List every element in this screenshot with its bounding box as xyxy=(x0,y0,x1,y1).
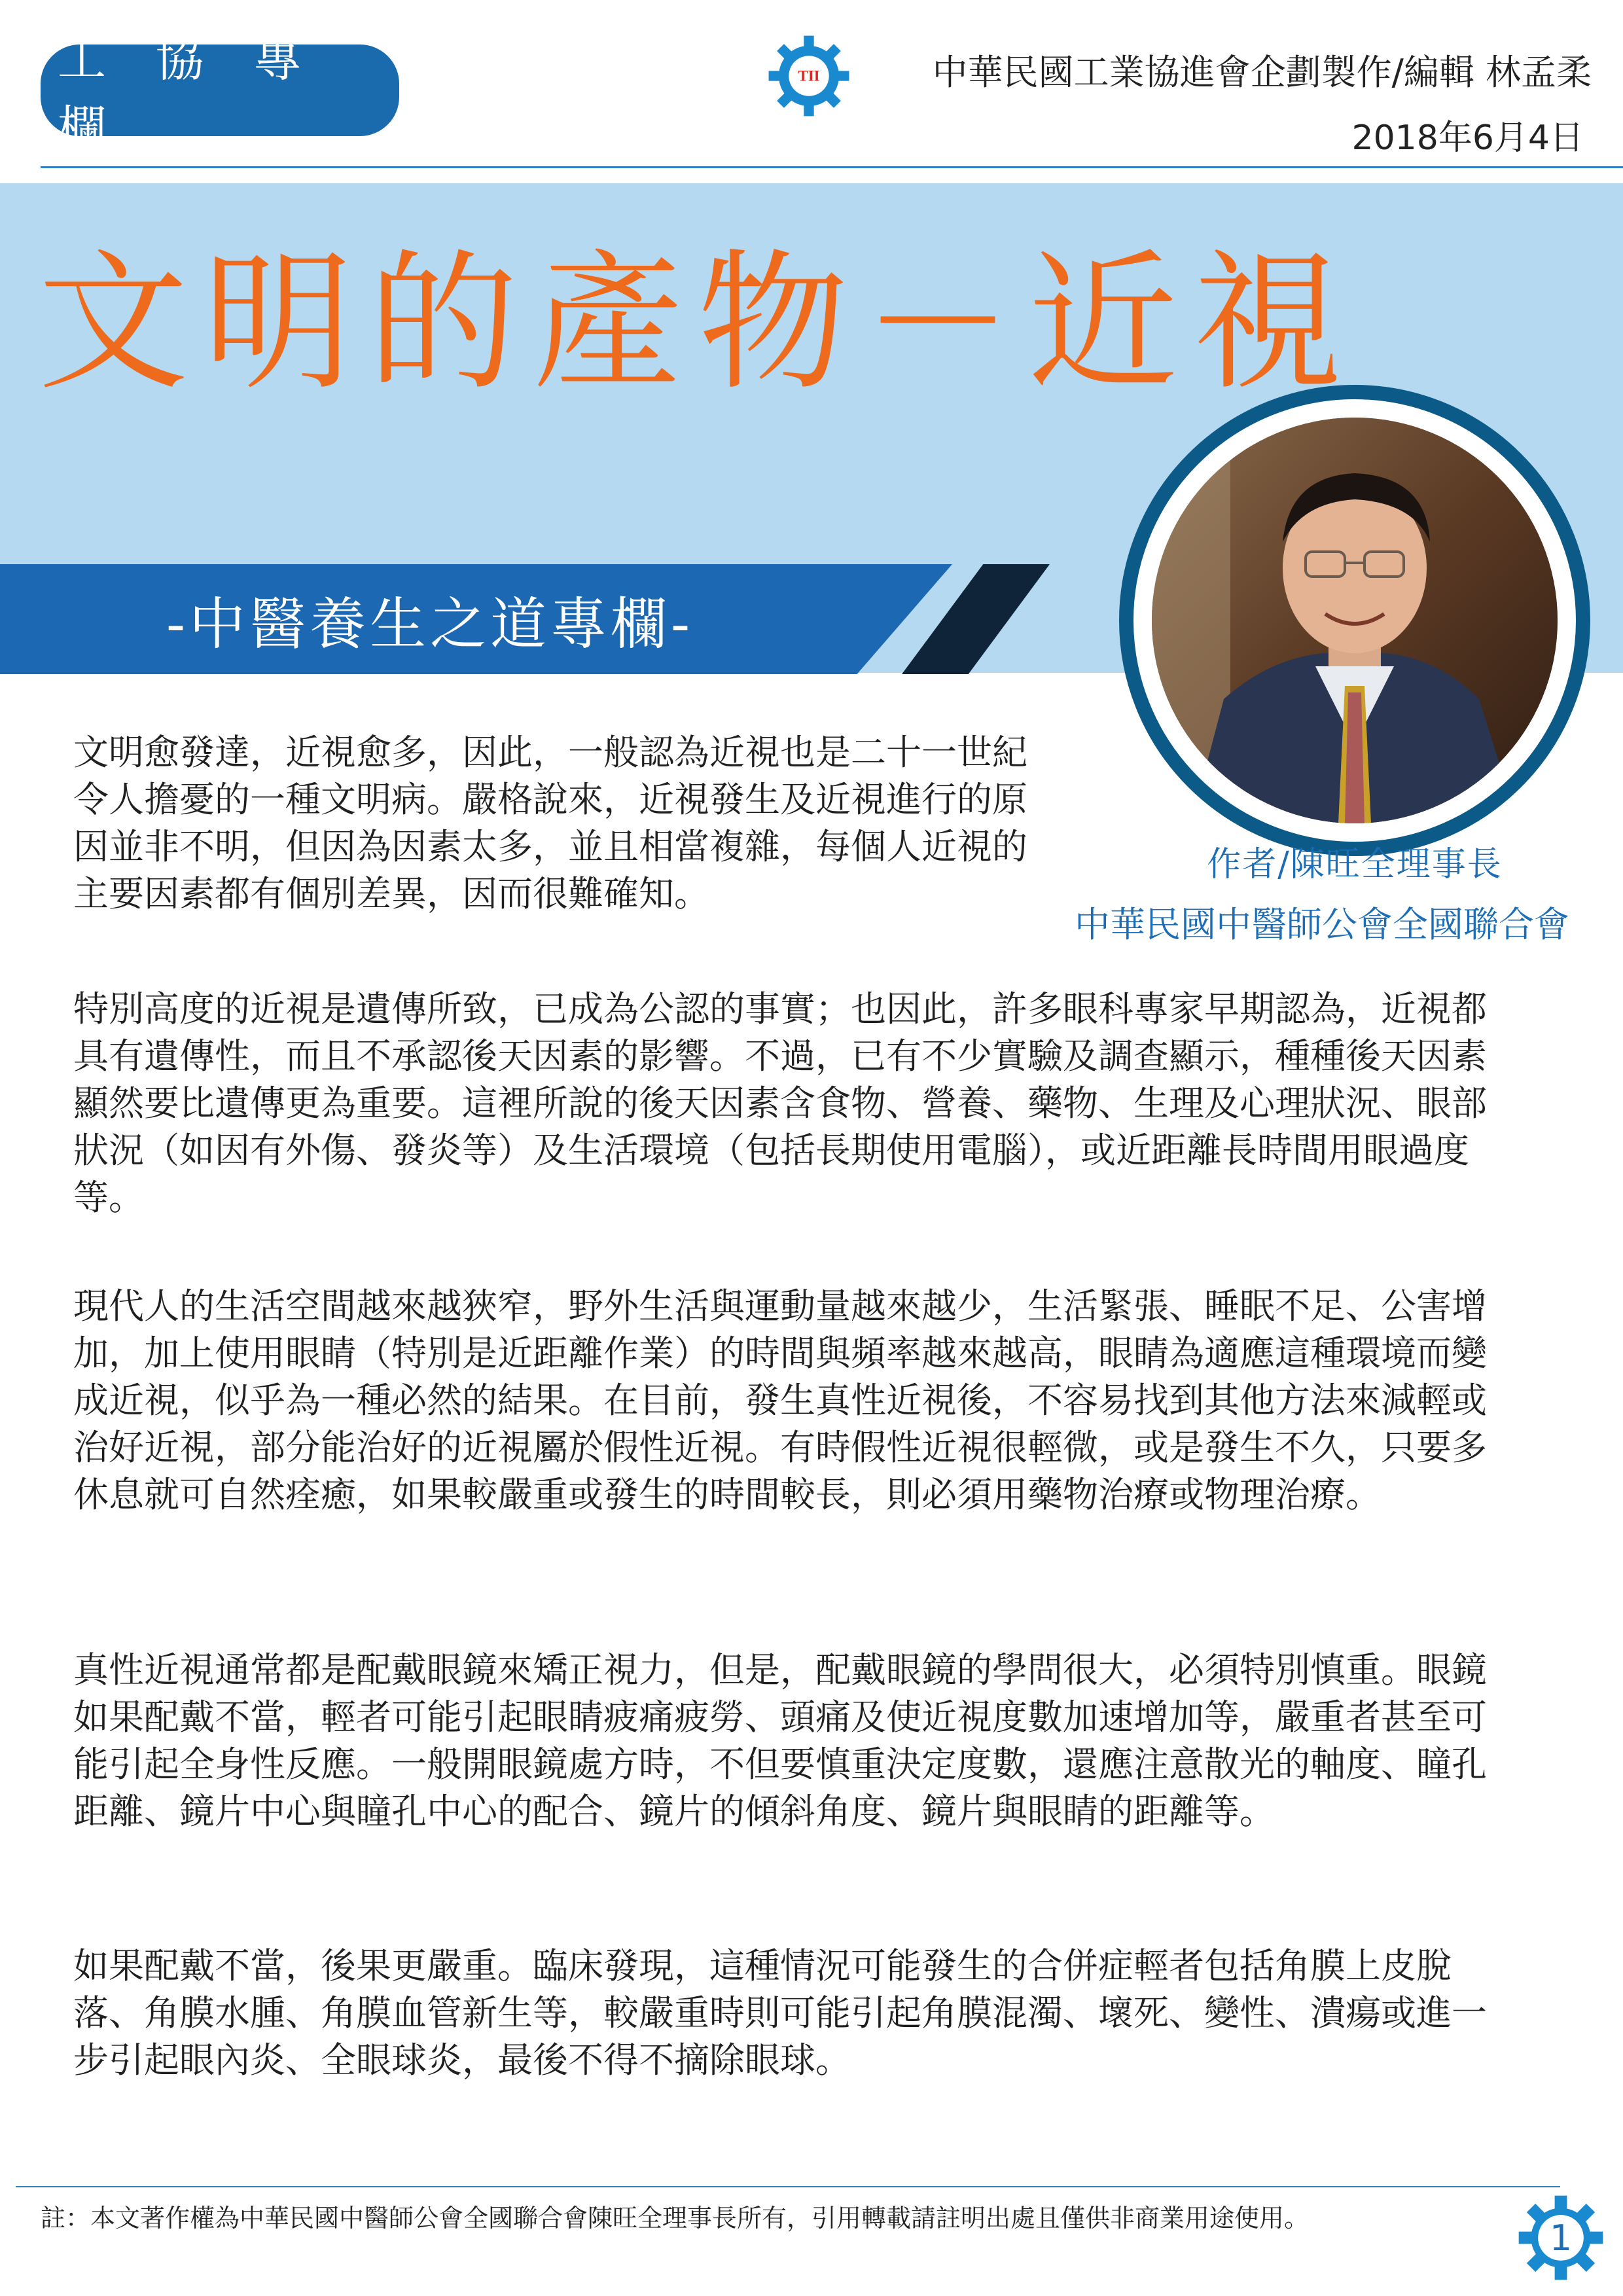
org-credit: 中華民國工業協進會企劃製作/編輯 林孟柔 xyxy=(932,52,1592,93)
author-organization: 中華民國中醫師公會全國聯合會 xyxy=(1075,904,1569,945)
header-divider xyxy=(41,166,1623,168)
paragraph-1: 文明愈發達，近視愈多，因此，一般認為近視也是二十一世紀令人擔憂的一種文明病。嚴格說來，近視發生及近視進行的原因並非不明，但因為因素太多，並且相當複雜，每個人近視的主要因素都有個別差異，因而很難確知。 xyxy=(73,732,1027,914)
gear-logo-icon xyxy=(767,34,851,118)
paragraph-3: 現代人的生活空間越來越狹窄，野外生活與運動量越來越少，生活緊張、睡眠不足、公害增加，加上使用眼睛（特別是近距離作業）的時間與頻率越來越高，眼睛為適應這種環境而變成近視，似乎為一種必然的結果。在目前，發生真性近視後，不容易找到其他方法來減輕或治好近視，部分能治好的近視屬於假性近視。有時假性近視很輕微，或是發生不久，只要多休息就可自然痊癒，如果較嚴重或發生的時間較長，則必須用藥物治療或物理治療。 xyxy=(73,1285,1487,1515)
column-badge: 工 協 專 欄 xyxy=(41,45,399,136)
logo-text: TII xyxy=(798,67,820,84)
author-portrait xyxy=(1152,418,1558,823)
subtitle: -中醫養生之道專欄- xyxy=(166,592,694,657)
copyright-note: 註：本文著作權為中華民國中醫師公會全國聯合會陳旺全理事長所有，引用轉載請註明出處且僅供非商業用途使用。 xyxy=(41,2204,1310,2233)
paragraph-4: 真性近視通常都是配戴眼鏡來矯正視力，但是，配戴眼鏡的學問很大，必須特別慎重。眼鏡如果配戴不當，輕者可能引起眼睛疲痛疲勞、頭痛及使近視度數加速增加等，嚴重者甚至可能引起全身性反應。一般開眼鏡處方時，不但要慎重決定度數，還應注意散光的軸度、瞳孔距離、鏡片中心與瞳孔中心的配合、鏡片的傾斜角度、鏡片與眼睛的距離等。 xyxy=(73,1649,1487,1832)
page-title: 文明的產物－近視 xyxy=(38,236,1358,411)
paragraph-2: 特別高度的近視是遺傳所致，已成為公認的事實；也因此，許多眼科專家早期認為，近視都具有遺傳性，而且不承認後天因素的影響。不過，已有不少實驗及調查顯示，種種後天因素顯然要比遺傳更為重要。這裡所說的後天因素含食物、營養、藥物、生理及心理狀況、眼部狀況（如因有外傷、發炎等）及生活環境（包括長期使用電腦），或近距離長時間用眼過度等。 xyxy=(73,988,1487,1218)
publish-date: 2018年6月4日 xyxy=(1351,118,1584,158)
footer-divider xyxy=(16,2186,1560,2187)
page-number: 1 xyxy=(1549,2217,1573,2259)
paragraph-5: 如果配戴不當，後果更嚴重。臨床發現，這種情況可能發生的合併症輕者包括角膜上皮脫落、角膜水腫、角膜血管新生等，較嚴重時則可能引起角膜混濁、壞死、變性、潰瘍或進一步引起眼內炎、全眼球炎，最後不得不摘除眼球。 xyxy=(73,1945,1487,2081)
author-byline: 作者/陳旺全理事長 xyxy=(1207,845,1503,884)
